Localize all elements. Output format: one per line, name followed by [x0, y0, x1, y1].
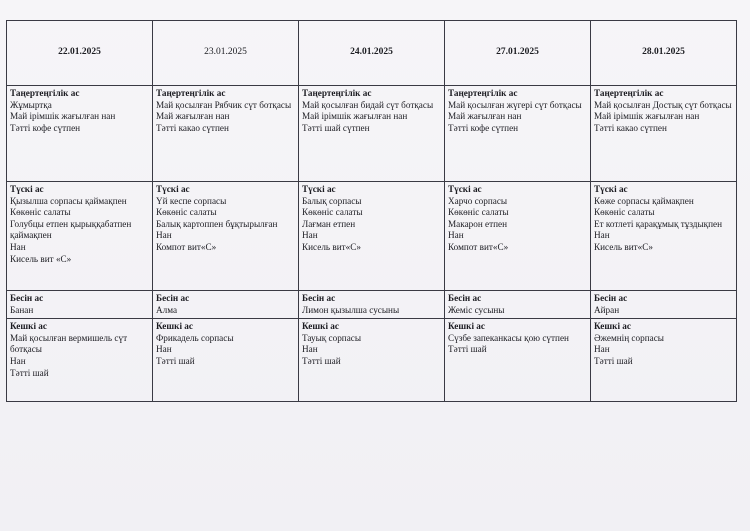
dish-item: Тәтті шай — [594, 355, 633, 366]
dinner-row — [7, 319, 737, 402]
dinner-cell — [7, 319, 153, 402]
dish-item: Компот вит«С» — [156, 241, 217, 252]
snack-title: Бесін ас — [594, 293, 628, 303]
breakfast-cell — [7, 86, 153, 182]
weekly-menu-table — [6, 20, 737, 402]
lunch-cell — [7, 182, 153, 291]
dish-item: Нан — [448, 230, 464, 241]
dinner-title: Кешкі ас — [302, 321, 339, 332]
dish-item: Май ірімшік жағылған нан — [10, 111, 116, 122]
snack-title: Бесін ас — [10, 293, 44, 303]
dish-item: Қызылша сорпасы қаймақпен — [10, 195, 127, 206]
breakfast-cell — [445, 86, 591, 182]
dish-item: Май қосылған вермишель сүт ботқасы — [10, 332, 128, 355]
breakfast-cell — [153, 86, 299, 182]
dinner-title: Кешкі ас — [594, 321, 631, 332]
snack-cell — [445, 291, 591, 319]
dish-item: Кисель вит«С» — [594, 241, 653, 252]
dish-item: Жұмыртқа — [10, 99, 52, 110]
dish-item: Үй кеспе сорпасы — [156, 195, 227, 206]
date-label: 22.01.2025 — [58, 47, 101, 58]
snack-title: Бесін ас — [156, 293, 190, 303]
breakfast-cell — [591, 86, 737, 182]
breakfast-title: Таңертеңгілік ас — [10, 88, 80, 98]
lunch-cell — [591, 182, 737, 291]
dish-item: Харчо сорпасы — [448, 195, 508, 206]
snack-cell — [153, 291, 299, 319]
dish-item: Тәтті шай — [156, 355, 195, 366]
dish-item: Нан — [302, 344, 318, 355]
snack-cell — [299, 291, 445, 319]
breakfast-row — [7, 86, 737, 182]
lunch-title: Түскі ас — [156, 184, 190, 194]
date-label: 28.01.2025 — [642, 47, 685, 58]
dish-item: Сүзбе запеканкасы қою сүтпен — [448, 332, 569, 343]
dinner-title: Кешкі ас — [448, 321, 485, 332]
snack-cell — [591, 291, 737, 319]
snack-row — [7, 291, 737, 319]
date-label: 24.01.2025 — [350, 47, 393, 58]
date-cell — [591, 21, 737, 86]
snack-title: Бесін ас — [302, 293, 336, 303]
dish-item: Көкөніс салаты — [10, 207, 71, 218]
lunch-title: Түскі ас — [302, 184, 336, 194]
dish-item: Лимон қызылша сусыны — [302, 304, 400, 315]
dish-item: Май қосылған жүгері сүт ботқасы — [448, 99, 582, 110]
breakfast-cell — [299, 86, 445, 182]
dish-item: Ет котлеті қарақұмық тұздықпен — [594, 218, 723, 229]
breakfast-title: Таңертеңгілік ас — [594, 88, 664, 98]
dinner-title: Кешкі ас — [10, 321, 47, 332]
dish-item: Тәтті шай — [302, 355, 341, 366]
dinner-title: Кешкі ас — [156, 321, 193, 332]
date-label: 27.01.2025 — [496, 47, 539, 58]
dish-item: Май қосылған бидай сүт ботқасы — [302, 99, 434, 110]
dish-item: Май жағылған нан — [156, 111, 230, 122]
snack-cell — [7, 291, 153, 319]
dish-item: Май жағылған нан — [448, 111, 522, 122]
lunch-title: Түскі ас — [448, 184, 482, 194]
dish-item: Кисель вит «С» — [10, 253, 72, 264]
date-cell — [7, 21, 153, 86]
dish-item: Тәтті какао сүтпен — [156, 122, 229, 133]
date-cell — [153, 21, 299, 86]
date-header-row — [7, 21, 737, 86]
dish-item: Лағман етпен — [302, 218, 356, 229]
dinner-cell — [445, 319, 591, 402]
dish-item: Тәтті шай сүтпен — [302, 122, 370, 133]
date-cell — [445, 21, 591, 86]
dish-item: Май қосылған Рябчик сүт ботқасы — [156, 99, 292, 110]
dish-item: Көкөніс салаты — [156, 207, 217, 218]
dish-item: Нан — [594, 344, 610, 355]
date-cell — [299, 21, 445, 86]
dinner-cell — [591, 319, 737, 402]
dish-item: Әжемнің сорпасы — [594, 332, 664, 343]
dish-item: Көкөніс салаты — [594, 207, 655, 218]
dish-item: Нан — [156, 344, 172, 355]
snack-title: Бесін ас — [448, 293, 482, 303]
dish-item: Фрикадель сорпасы — [156, 332, 234, 343]
dish-item: Май қосылған Достық сүт ботқасы — [594, 99, 732, 110]
dish-item: Нан — [594, 230, 610, 241]
dish-item: Тәтті кофе сүтпен — [448, 122, 519, 133]
dish-item: Жеміс сусыны — [448, 304, 505, 315]
dish-item: Банан — [10, 304, 34, 315]
dish-item: Макарон етпен — [448, 218, 508, 229]
dish-item: Көкөніс салаты — [302, 207, 363, 218]
dish-item: Май ірімшік жағылған нан — [302, 111, 408, 122]
dish-item: Нан — [10, 241, 26, 252]
dish-item: Голубцы етпен қырыққабатпен қаймақпен — [10, 218, 132, 241]
dish-item: Айран — [594, 304, 620, 315]
dinner-cell — [299, 319, 445, 402]
dish-item: Балық картоппен бұқтырылған — [156, 218, 278, 229]
dish-item: Тәтті кофе сүтпен — [10, 122, 81, 133]
dish-item: Көже сорпасы қаймақпен — [594, 195, 694, 206]
lunch-cell — [299, 182, 445, 291]
dish-item: Кисель вит«С» — [302, 241, 361, 252]
dinner-cell — [153, 319, 299, 402]
lunch-cell — [153, 182, 299, 291]
lunch-cell — [445, 182, 591, 291]
dish-item: Тауық сорпасы — [302, 332, 362, 343]
dish-item: Компот вит«С» — [448, 241, 509, 252]
dish-item: Нан — [10, 355, 26, 366]
lunch-title: Түскі ас — [594, 184, 628, 194]
breakfast-title: Таңертеңгілік ас — [302, 88, 372, 98]
dish-item: Май ірімшік жағылған нан — [594, 111, 700, 122]
breakfast-title: Таңертеңгілік ас — [156, 88, 226, 98]
dish-item: Алма — [156, 304, 178, 315]
dish-item: Балық сорпасы — [302, 195, 362, 206]
dish-item: Көкөніс салаты — [448, 207, 509, 218]
date-label: 23.01.2025 — [204, 47, 247, 58]
dish-item: Нан — [302, 230, 318, 241]
dish-item: Тәтті шай — [448, 344, 487, 355]
dish-item: Тәтті какао сүтпен — [594, 122, 667, 133]
breakfast-title: Таңертеңгілік ас — [448, 88, 518, 98]
dish-item: Нан — [156, 230, 172, 241]
lunch-row — [7, 182, 737, 291]
lunch-title: Түскі ас — [10, 184, 44, 194]
dish-item: Тәтті шай — [10, 367, 49, 378]
